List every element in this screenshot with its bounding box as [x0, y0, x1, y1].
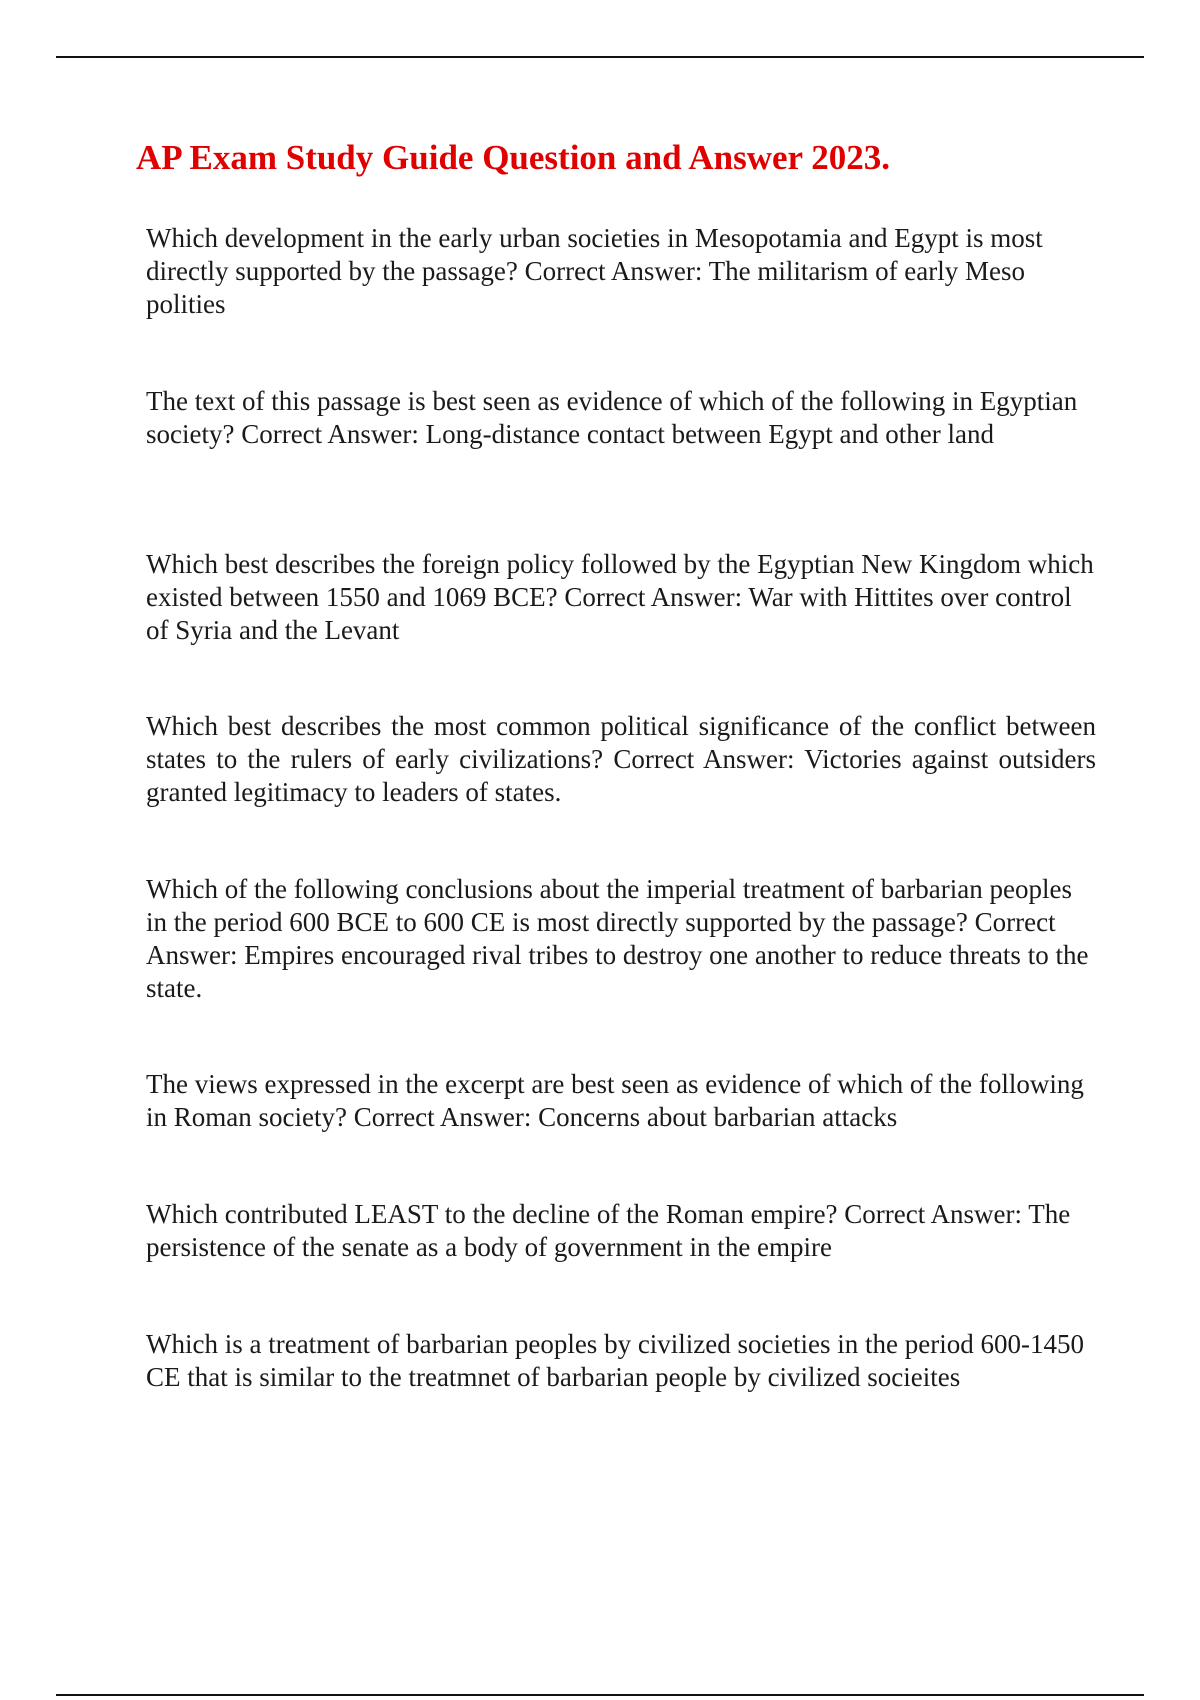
qa-item-5: Which of the following conclusions about the imperial treatment of barbarian peoples in the period 600 BCE to 600 CE is most directly supported by the passage? Correct Answer: Empires encouraged rival tribes to destroy one another to reduce threats to the state. — [146, 874, 1089, 1003]
qa-item-1: Which development in the early urban societies in Mesopotamia and Egypt is most directly supported by the passage? Correct Answer: The militarism of early Meso polities — [146, 223, 1043, 319]
qa-item-3: Which best describes the foreign policy followed by the Egyptian New Kingdom which existed between 1550 and 1069 BCE? Correct Answer: War with Hittites over control of Syria and the Levant — [146, 549, 1094, 645]
bottom-rule — [56, 1694, 1144, 1696]
qa-item-8: Which is a treatment of barbarian peoples by civilized societies in the period 600-1450 CE that is similar to the treatmnet of barbarian people by civilized socieites — [146, 1329, 1084, 1392]
document-title: AP Exam Study Guide Question and Answer 2023. — [136, 138, 890, 177]
qa-item-2: The text of this passage is best seen as evidence of which of the following in Egyptian society? Correct Answer: Long-distance contact between Egypt and other land — [146, 386, 1078, 449]
qa-item-4: Which best describes the most common political significance of the conflict between states to the rulers of early civilizations? Correct Answer: Victories against outsiders granted legitimacy to leaders of states. — [146, 711, 1096, 807]
top-rule — [56, 56, 1144, 58]
qa-item-7: Which contributed LEAST to the decline of the Roman empire? Correct Answer: The persistence of the senate as a body of government in the empire — [146, 1199, 1071, 1262]
qa-item-6: The views expressed in the excerpt are best seen as evidence of which of the following in Roman society? Correct Answer: Concerns about barbarian attacks — [146, 1069, 1084, 1132]
